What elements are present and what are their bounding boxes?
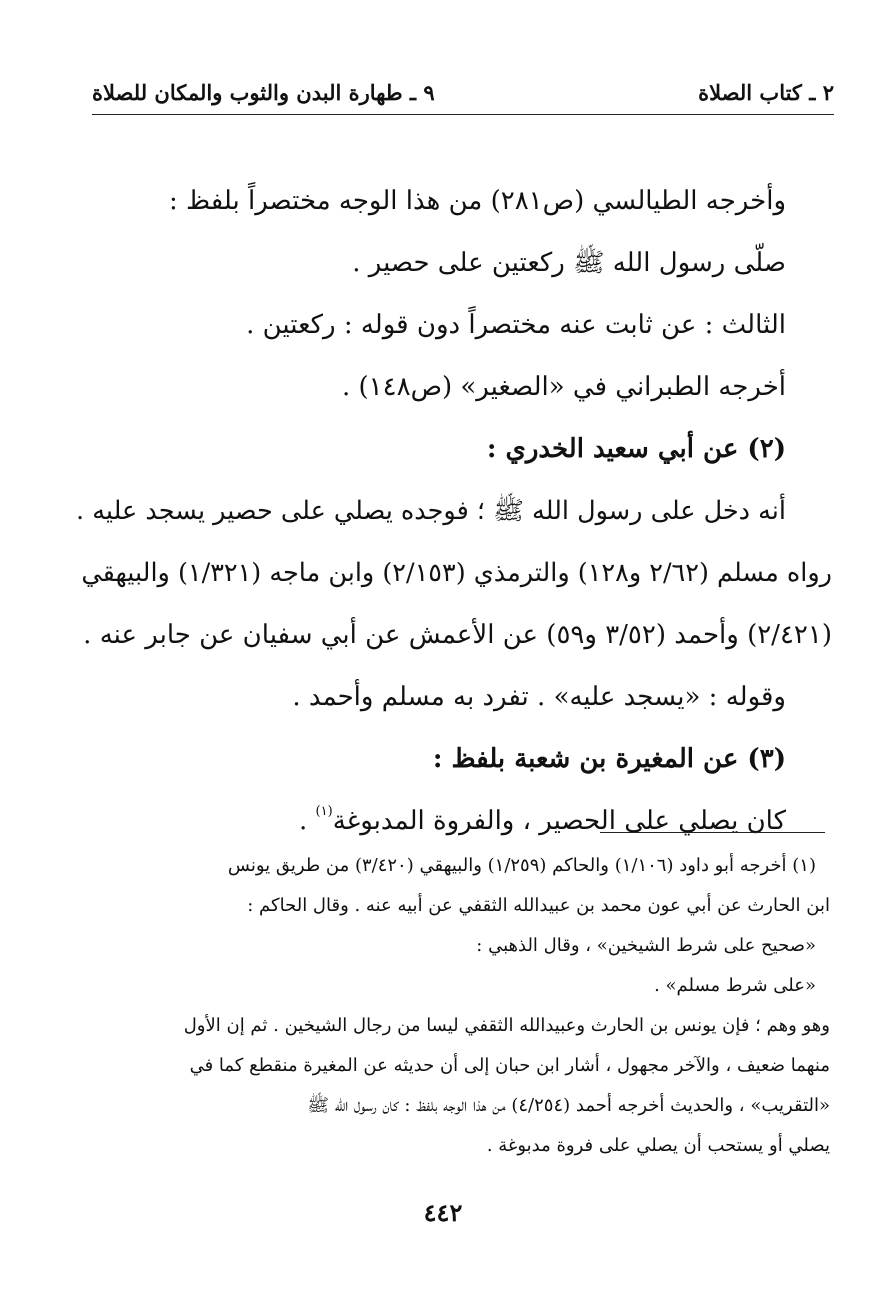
footnote-reference[interactable]: (١) <box>315 804 333 819</box>
text-line: رواه مسلم (٢/٦٢ و١٢٨) والترمذي (٢/١٥٣) وابن ماجه (١/٣٢١) والبيهقي <box>81 558 832 588</box>
footnote-line: «على شرط مسلم» . <box>654 975 816 996</box>
text-line: الثالث : عن ثابت عنه مختصراً دون قوله : ركعتين . <box>246 310 786 340</box>
text-segment: . <box>299 806 316 836</box>
chapter-title: ٢ ـ كتاب الصلاة <box>698 80 834 105</box>
footnote-line: (١) أخرجه أبو داود (١/١٠٦) والحاكم (١/٢٥٩) والبيهقي (٣/٤٢٠) من طريق يونس <box>227 855 816 876</box>
footnote-line: منهما ضعيف ، والآخر مجهول ، أشار ابن حبان إلى أن حديثه عن المغيرة منقطع كما في <box>189 1055 830 1076</box>
footnote-line: «صحيح على شرط الشيخين» ، وقال الذهبي : <box>476 935 816 956</box>
text-segment: كان يصلي على الحصير ، والفروة المدبوغة <box>332 806 786 836</box>
main-text <box>76 170 836 852</box>
text-line: صلّى رسول الله ﷺ ركعتين على حصير . <box>352 248 786 278</box>
footnote-line: «التقريب» ، والحديث أخرجه أحمد (٤/٢٥٤) من هذا الوجه بلفظ : كان رسول الله ﷺ <box>307 1095 830 1116</box>
footnote-separator <box>600 832 825 833</box>
running-header <box>92 78 834 115</box>
footnote-line: ابن الحارث عن أبي عون محمد بن عبيدالله الثقفي عن أبيه عنه . وقال الحاكم : <box>247 895 830 916</box>
section-title: ٩ ـ طهارة البدن والثوب والمكان للصلاة <box>92 80 435 105</box>
hadith-heading: (٣) عن المغيرة بن شعبة بلفظ : <box>432 744 786 774</box>
text-line: (٢/٤٢١) وأحمد (٣/٥٢ و٥٩) عن الأعمش عن أبي سفيان عن جابر عنه . <box>83 620 832 650</box>
footnote-line: وهو وهم ؛ فإن يونس بن الحارث وعبيدالله الثقفي ليسا من رجال الشيخين . ثم إن الأول <box>183 1015 830 1036</box>
text-line <box>76 790 836 852</box>
hadith-heading: (٢) عن أبي سعيد الخدري : <box>486 434 786 464</box>
text-line: وقوله : «يسجد عليه» . تفرد به مسلم وأحمد . <box>292 682 786 712</box>
text-line: وأخرجه الطيالسي (ص٢٨١) من هذا الوجه مختصراً بلفظ : <box>169 186 786 216</box>
page-number: ٤٤٢ <box>423 1198 463 1227</box>
footnotes <box>80 846 830 1166</box>
text-line: أخرجه الطبراني في «الصغير» (ص١٤٨) . <box>341 372 786 402</box>
footnote-line: يصلي أو يستحب أن يصلي على فروة مدبوغة . <box>486 1135 830 1156</box>
text-line: أنه دخل على رسول الله ﷺ ؛ فوجده يصلي على حصير يسجد عليه . <box>76 496 786 526</box>
